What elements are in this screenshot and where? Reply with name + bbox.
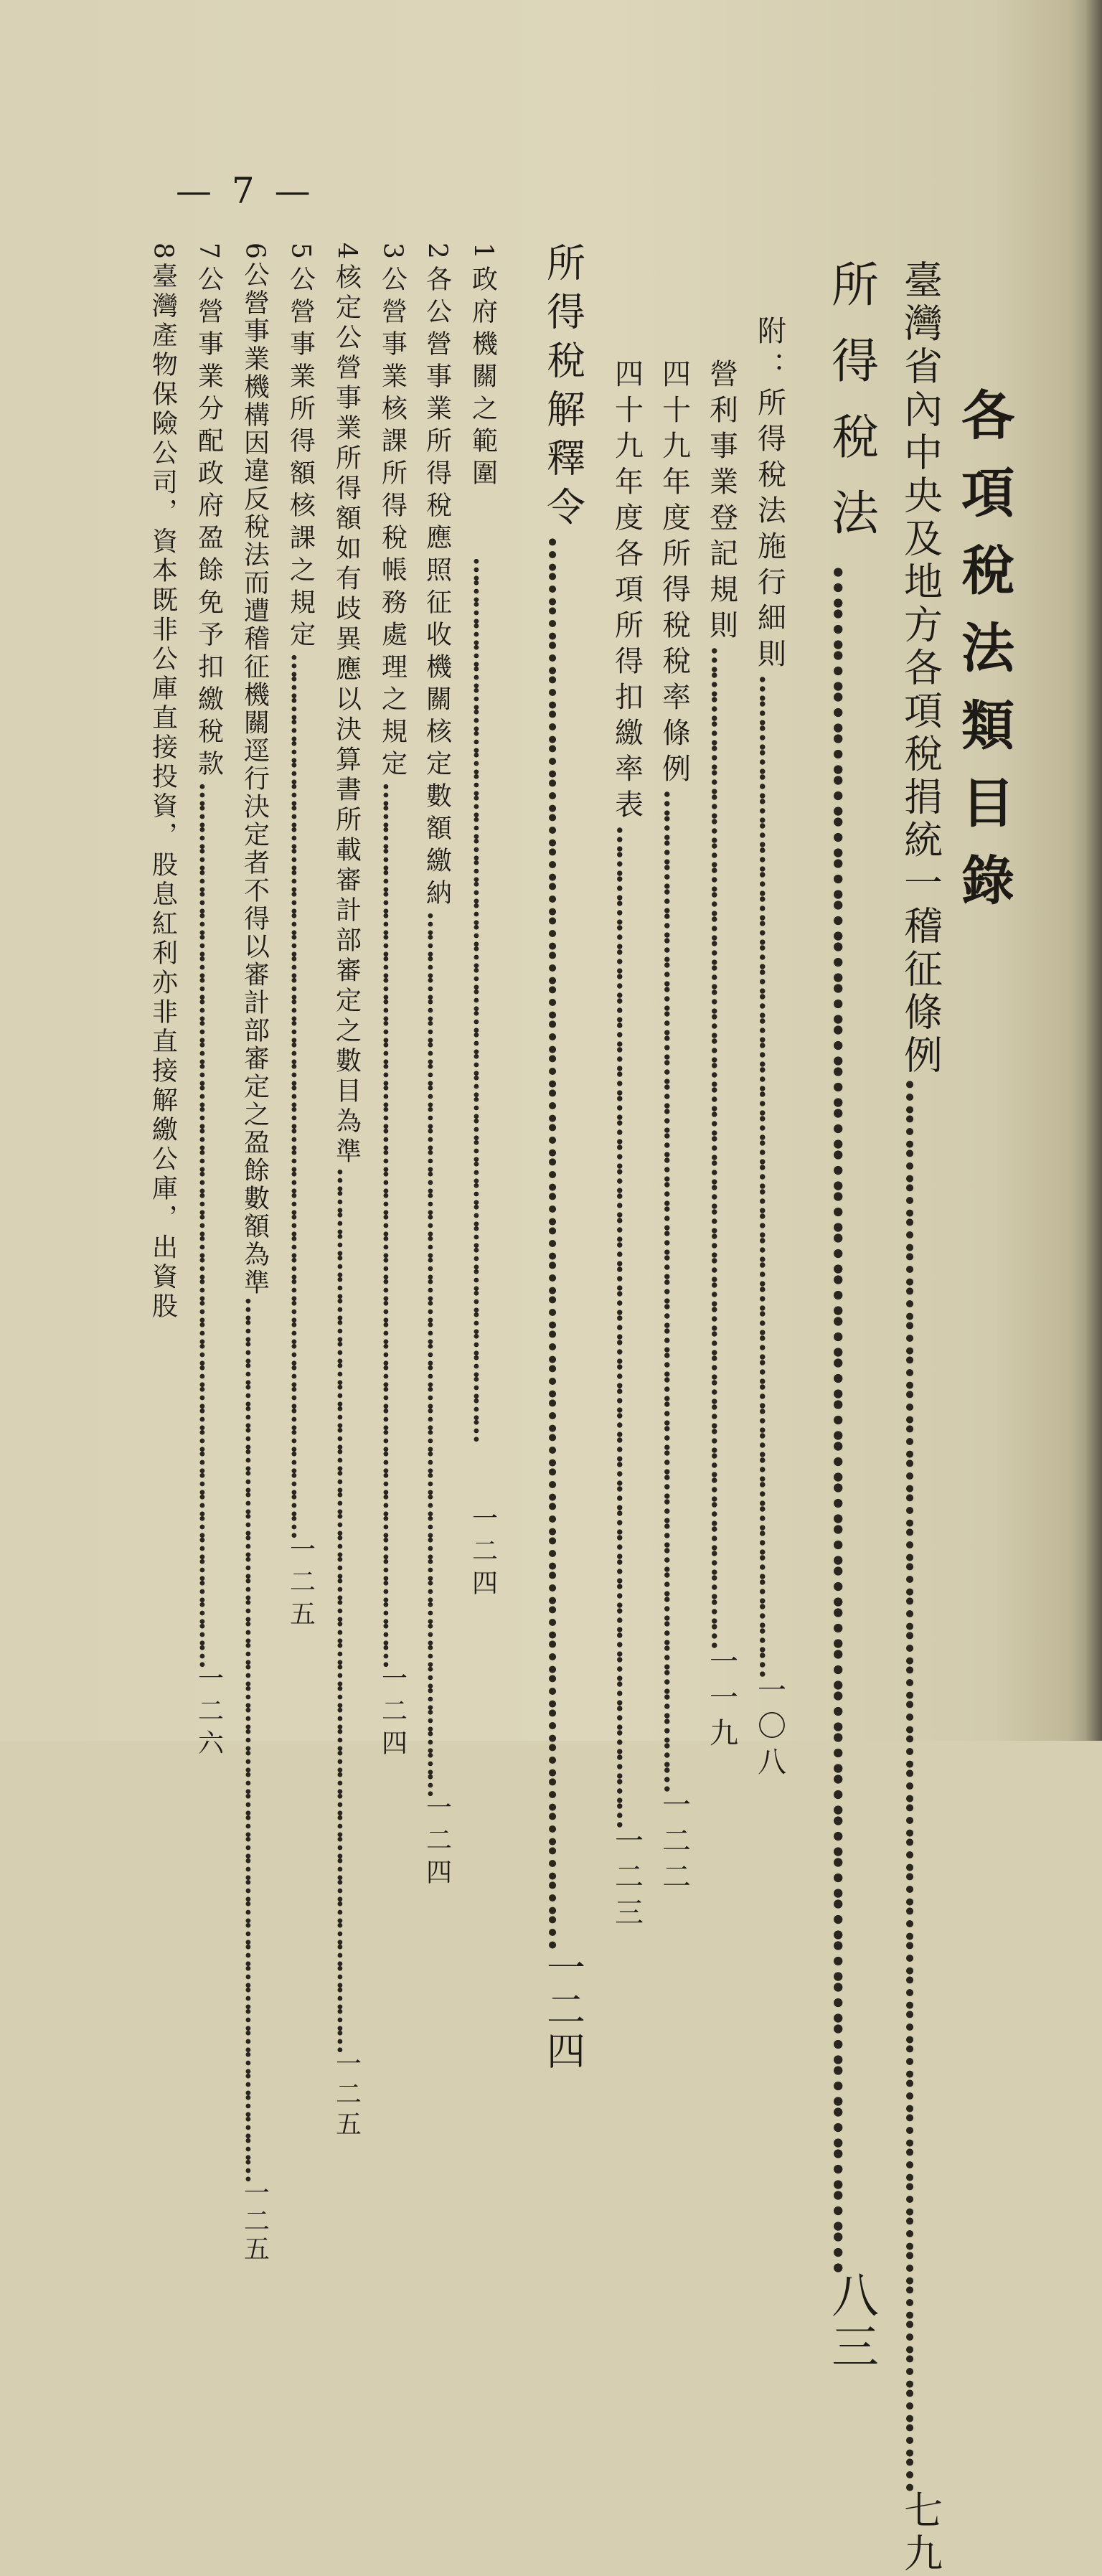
toc-leader: …………………………………………………………………………………………………………… xyxy=(422,911,452,1794)
toc-entry xyxy=(702,359,742,1754)
toc-entry xyxy=(281,243,320,1632)
toc-leader: …………………………………………………………………………………………………………… xyxy=(898,1078,943,2490)
toc-entry-title: 5公營事業所得額核課之規定 xyxy=(286,243,316,653)
toc-entry-title: 4核定公營事業所得額如有歧異應以決算書所載審計部審定之數目為準 xyxy=(331,243,362,1167)
toc-entry-title: 6公營事業機構因違反稅法而遭稽征機關逕行決定者不得以審計部審定之盈餘數額為準 xyxy=(240,243,270,1297)
toc-entry-page: 一二五 xyxy=(331,2049,362,2140)
page-title xyxy=(951,387,1016,930)
toc-entry-title: 所得稅法 xyxy=(823,260,879,564)
toc-entry-title: 2各公營事業所得稅應照征收機關核定數額繳納 xyxy=(422,243,452,911)
toc-entry xyxy=(235,243,274,2263)
toc-entry-page: 七九 xyxy=(898,2490,943,2576)
toc-entry-title: 7公營事業分配政府盈餘免予扣繳稅款 xyxy=(194,243,224,782)
toc-entry-page: 一二四 xyxy=(377,1664,408,1762)
toc-entry-title: 四十九年度各項所得扣繳率表 xyxy=(610,359,644,825)
toc-entry-page: 八三 xyxy=(823,2270,879,2374)
toc-entry xyxy=(538,243,588,2072)
toc-entry-title: 所得稅解釋令 xyxy=(540,243,586,535)
toc-entry xyxy=(373,243,412,1762)
toc-entry xyxy=(895,260,946,2576)
toc-entry-page: 一二四 xyxy=(422,1793,452,1891)
toc-entry-title: 3公營事業核課所得稅帳務處理之規定 xyxy=(377,243,408,782)
toc-entry xyxy=(463,243,502,1602)
toc-entry xyxy=(327,243,366,2140)
toc-leader: …………………………………………………………………………………………………………… xyxy=(610,825,644,1825)
toc-entry-title: 營利事業登記規則 xyxy=(705,359,738,646)
toc-entry-title: 臺灣省內中央及地方各項稅捐統一稽征條例 xyxy=(898,260,943,1078)
toc-leader: …………………………………………………………………………………………………………… xyxy=(657,789,692,1790)
toc-entry-page: 一〇八 xyxy=(753,1675,786,1782)
toc-entry-title: 1政府機關之範圍 xyxy=(468,243,498,492)
toc-entry xyxy=(750,316,790,1782)
toc-entry-page: 一二五 xyxy=(240,2178,270,2263)
toc-entry xyxy=(607,359,647,1933)
page-title-text: 各項稅法類目錄 xyxy=(953,387,1014,930)
toc-entry-page: 一二四 xyxy=(468,1505,498,1602)
toc-leader: …………………………………………………………………………………………………………… xyxy=(286,652,316,1536)
toc-entry-page: 一二三 xyxy=(610,1825,644,1933)
toc-entry-page: 一二六 xyxy=(194,1664,224,1762)
toc-entry-page: 一一九 xyxy=(705,1646,738,1754)
toc-entry-title: 四十九年度所得稅稅率條例 xyxy=(657,359,691,789)
toc-entry xyxy=(654,359,694,1897)
toc-entry xyxy=(189,243,228,1762)
toc-leader: …………………………………………………………………………………………………………… xyxy=(540,535,586,1947)
page-number: — 7 — xyxy=(176,170,315,212)
toc-leader: …………………………………………………………………………………………………………… xyxy=(753,674,787,1675)
toc-leader: …………………………………………………………………………………………………………… xyxy=(331,1167,362,2050)
toc-leader: …………………………………………………………………………………………………………… xyxy=(240,1296,270,2179)
toc-leader: …………………………………………………………………………………………………………… xyxy=(468,556,498,1439)
toc-entry-page: 一二二 xyxy=(657,1790,691,1897)
toc-entry-page: 一二四 xyxy=(540,1947,586,2072)
toc-leader: …………………………………………………………………………………………………………… xyxy=(705,646,739,1646)
toc-leader: …………………………………………………………………………………………………………… xyxy=(823,564,879,2270)
toc-entry-title: 8臺灣產物保險公司，資本既非公庫直接投資，股息紅利亦非直接解繳公庫，出資股 xyxy=(148,243,178,1322)
toc-entry xyxy=(418,243,456,1891)
toc-entry-page: 一二五 xyxy=(286,1535,316,1632)
toc-entry-title: 附：所得稅法施行細則 xyxy=(753,316,786,674)
toc-leader: …………………………………………………………………………………………………………… xyxy=(377,781,408,1665)
toc-leader: …………………………………………………………………………………………………………… xyxy=(194,781,224,1665)
toc-entry xyxy=(143,243,182,1462)
toc-entry xyxy=(823,260,879,2374)
page-edge xyxy=(1086,0,1102,1741)
